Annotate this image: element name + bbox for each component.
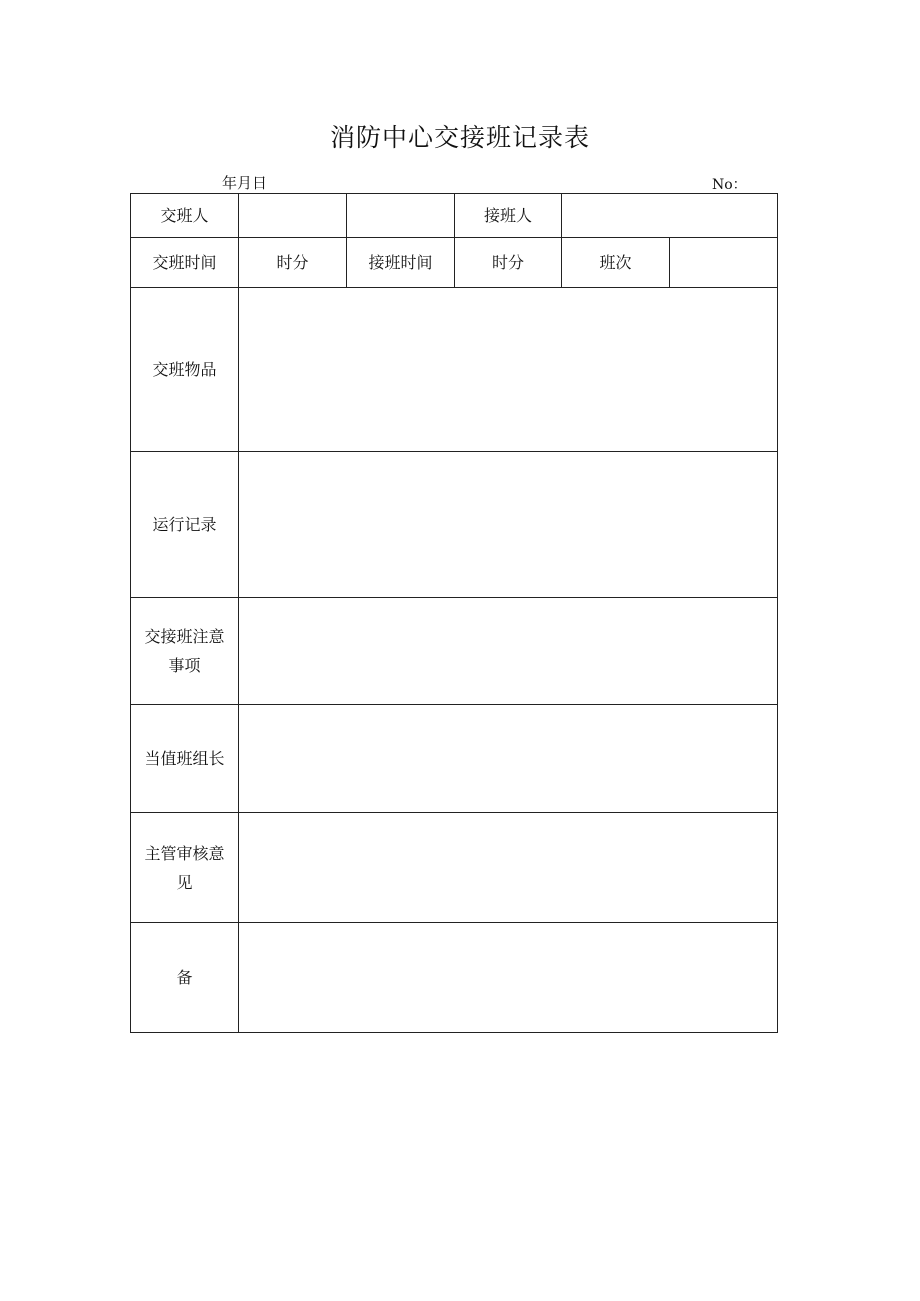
supervisor-review-field[interactable] [239, 813, 778, 923]
remarks-field[interactable] [239, 923, 778, 1033]
table-row [131, 923, 778, 1033]
receiver-person-field[interactable] [562, 194, 778, 238]
table-row [131, 238, 778, 288]
team-leader-label: 当值班组长 [131, 705, 239, 813]
document-title: 消防中心交接班记录表 [329, 123, 590, 152]
handover-person-field-2[interactable] [347, 194, 455, 238]
table-row [131, 705, 778, 813]
receive-time-label: 接班时间 [347, 238, 455, 288]
number-label: No： [712, 177, 747, 193]
operation-record-label: 运行记录 [131, 452, 239, 598]
table-row [131, 288, 778, 452]
handover-items-field[interactable] [239, 288, 778, 452]
table-row [131, 598, 778, 705]
table-row [131, 452, 778, 598]
handover-record-table [130, 193, 778, 1033]
handover-notes-label: 交接班注意事项 [131, 598, 239, 705]
receiver-person-label: 接班人 [455, 194, 562, 238]
receive-time-field[interactable]: 时分 [455, 238, 562, 288]
table-row [131, 194, 778, 238]
shift-field[interactable] [670, 238, 778, 288]
shift-label: 班次 [562, 238, 670, 288]
handover-person-label: 交班人 [131, 194, 239, 238]
supervisor-review-label: 主管审核意见 [131, 813, 239, 923]
handover-notes-field[interactable] [239, 598, 778, 705]
handover-person-field-1[interactable] [239, 194, 347, 238]
date-label: 年月日 [222, 174, 268, 192]
handover-items-label: 交班物品 [131, 288, 239, 452]
handover-time-label: 交班时间 [131, 238, 239, 288]
operation-record-field[interactable] [239, 452, 778, 598]
team-leader-field[interactable] [239, 705, 778, 813]
remarks-label: 备 [131, 923, 239, 1033]
table-row [131, 813, 778, 923]
handover-time-field[interactable]: 时分 [239, 238, 347, 288]
